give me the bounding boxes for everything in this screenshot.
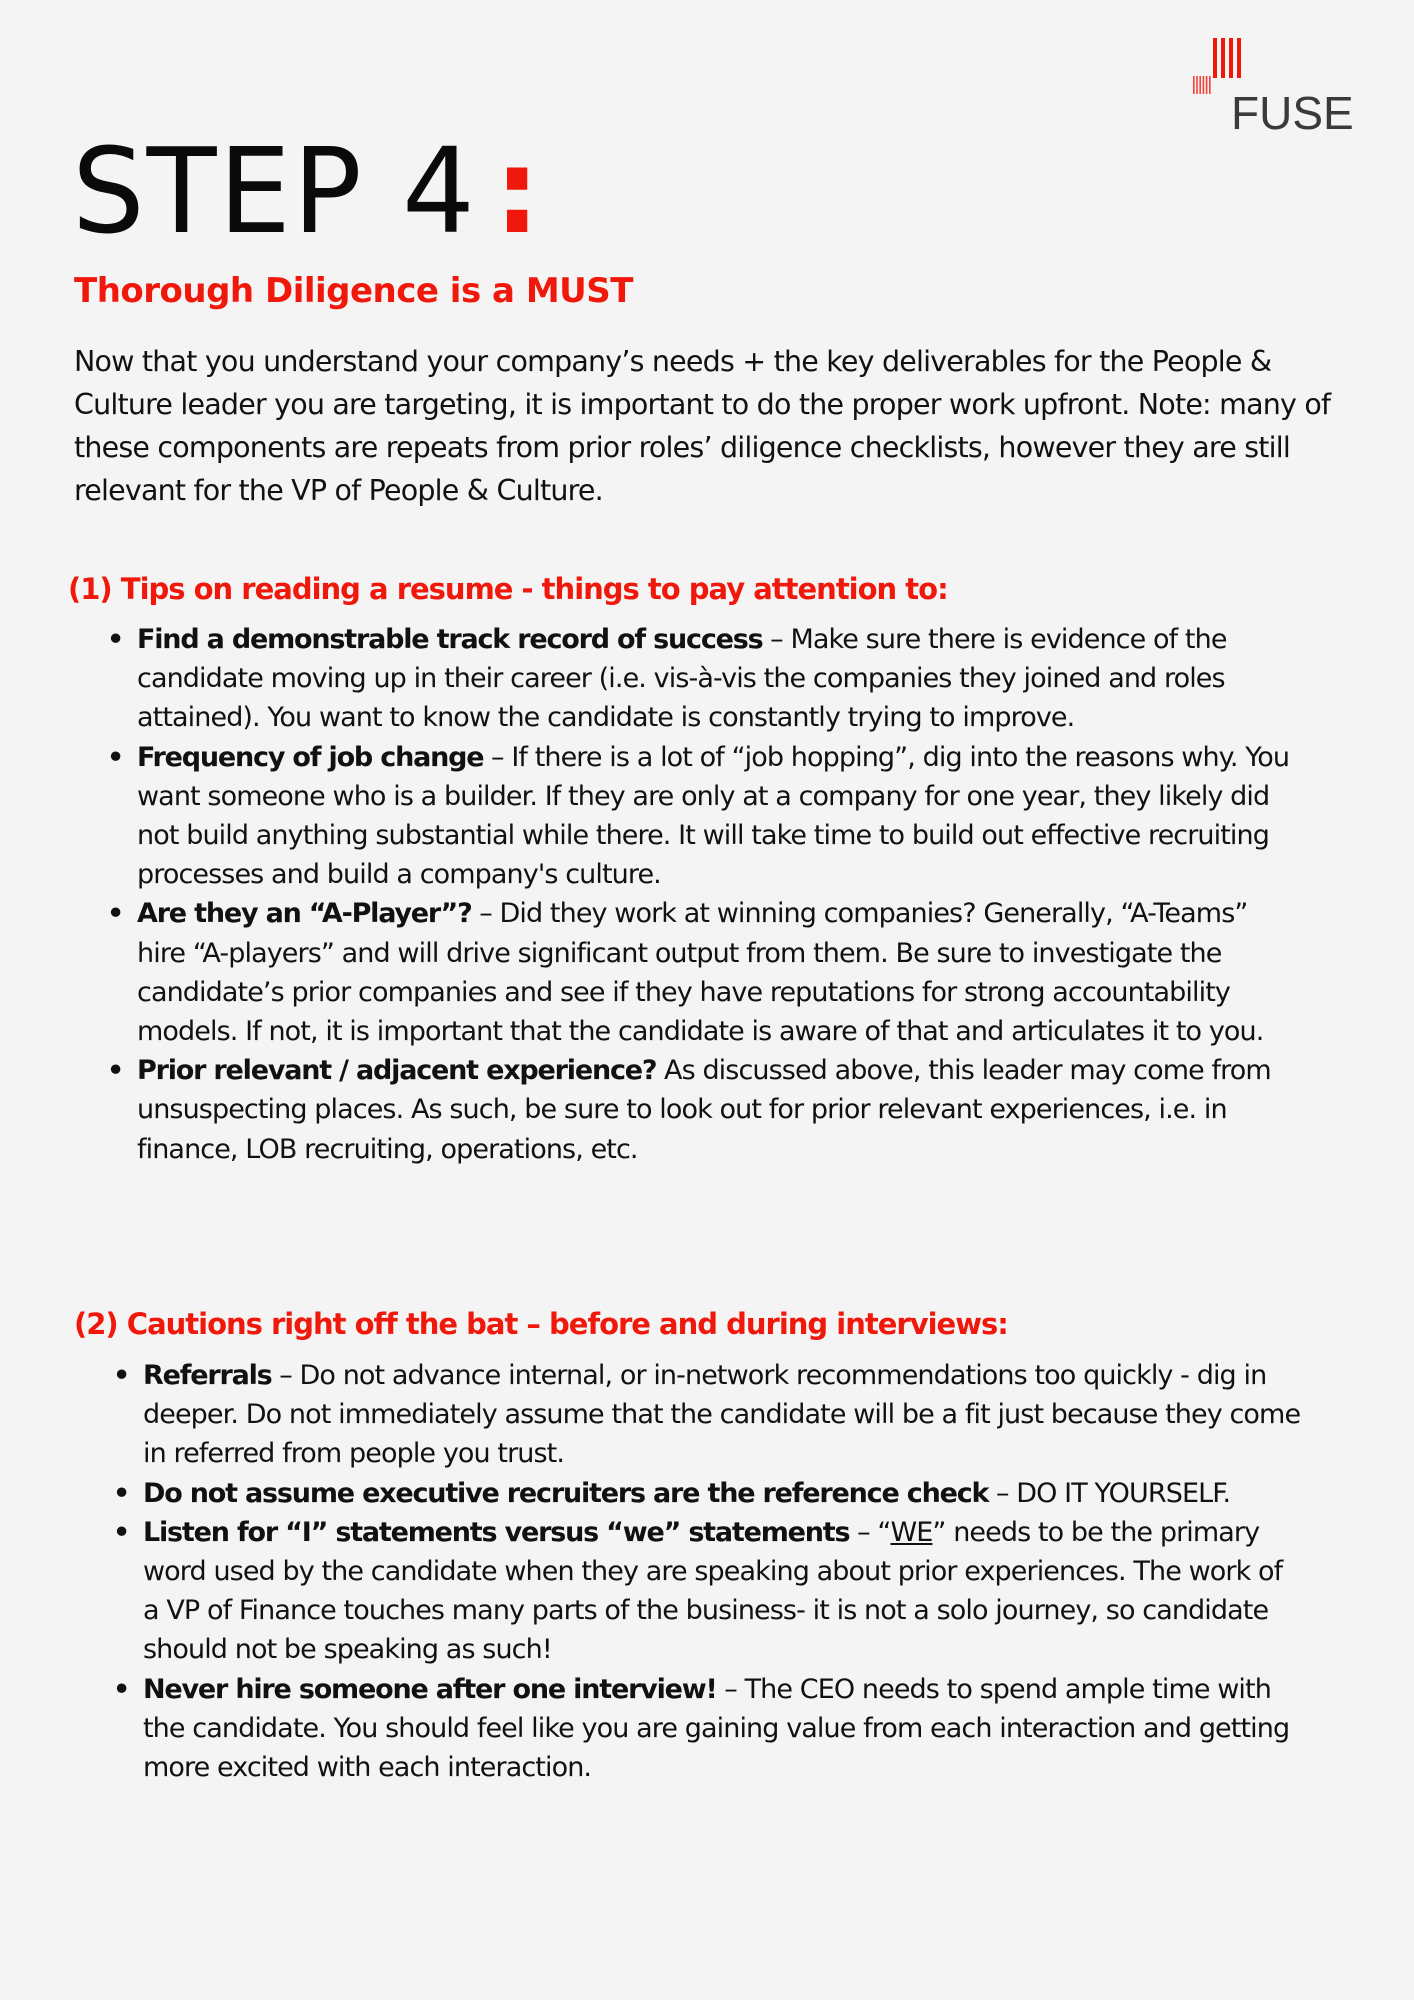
- intro-paragraph: Now that you understand your company’s needs + the key deliverables for the People & Culture leader you are targeting, it is important to do the proper work upfront. Note: many of these components are repeats from prior roles’ diligence checklists, however they are still relevant for the VP of People & Culture.: [74, 345, 1331, 507]
- underlined-word: WE: [890, 1516, 933, 1548]
- resume-tips-list: [107, 620, 1297, 1169]
- item-text: As discussed above, this leader may come from unsuspecting places. As such, be sure to look out for prior relevant experiences, i.e. in finance, LOB recruiting, operations, etc.: [137, 1055, 1271, 1165]
- item-title: Referrals: [143, 1360, 272, 1391]
- item-text: – Make sure there is evidence of the candidate moving up in their career (i.e. vis-à-vis the companies they joined and roles attained). You want to know the candidate is constantly trying to improve.: [137, 624, 1227, 734]
- bullet-icon: •: [107, 624, 124, 655]
- item-text: ” needs to be the primary word used by the candidate when they are speaking about prior experiences. The work of a VP of Finance touches many parts of the business- it is not a solo journey, so candidate should not be speaking as such!: [143, 1516, 1283, 1666]
- list-item: [113, 1670, 1303, 1788]
- list-item: [107, 738, 1297, 895]
- item-text-pre: – “: [849, 1516, 891, 1548]
- title-text: STEP 4: [72, 122, 477, 260]
- item-title: Frequency of job change: [137, 741, 484, 773]
- item-text: – The CEO needs to spend ample time with the candidate. You should feel like you are gaining value from each interaction and getting more excited with each interaction.: [143, 1673, 1290, 1784]
- bullet-icon: •: [113, 1516, 130, 1548]
- logo-text: FUSE: [1231, 87, 1354, 139]
- item-text: – Did they work at winning companies? Generally, “A-Teams” hire “A-players” and will drive significant output from them. Be sure to investigate the candidate’s prior companies and see if they have reputations for strong accountability models. If not, it is important that the candidate is aware of that and articulates it to you.: [137, 898, 1264, 1048]
- item-title: Prior relevant / adjacent experience?: [137, 1055, 657, 1087]
- cautions-list: [113, 1356, 1303, 1787]
- bullet-icon: •: [113, 1477, 130, 1509]
- item-title: Never hire someone after one interview!: [143, 1673, 717, 1705]
- item-text: – Do not advance internal, or in-network recommendations too quickly - dig in deeper. Do not immediately assume that the candidate will be a fit just because they come in referred from people you trust.: [143, 1360, 1301, 1470]
- bullet-icon: •: [107, 741, 124, 773]
- page-subtitle: Thorough Diligence is a MUST: [74, 271, 633, 311]
- section-heading-resume-tips: (1) Tips on reading a resume - things to pay attention to:: [68, 572, 948, 606]
- list-item: [107, 1051, 1297, 1169]
- bullet-icon: •: [113, 1360, 130, 1391]
- fuse-logo: [1193, 38, 1354, 139]
- page-title: [72, 122, 542, 260]
- bullet-icon: •: [107, 898, 124, 930]
- item-text: – If there is a lot of “job hopping”, dig into the reasons why. You want someone who is a builder. If they are only at a company for one year, they likely did not build anything substantial while there. It will take time to build out effective recruiting processes and build a company's culture.: [137, 741, 1290, 891]
- item-text: – DO IT YOURSELF.: [988, 1477, 1231, 1509]
- list-item: [113, 1474, 1303, 1513]
- item-title: Do not assume executive recruiters are the reference check: [143, 1477, 989, 1509]
- list-item: [107, 894, 1297, 1051]
- bullet-icon: •: [113, 1673, 130, 1705]
- list-item: [113, 1356, 1303, 1474]
- bullet-icon: •: [107, 1055, 124, 1087]
- section-heading-cautions: (2) Cautions right off the bat – before and during interviews:: [74, 1307, 1008, 1341]
- list-item: [113, 1513, 1303, 1670]
- list-item: [107, 620, 1297, 738]
- item-title: Find a demonstrable track record of success: [137, 624, 763, 655]
- title-colon: :: [494, 122, 542, 260]
- item-title: Are they an “A-Player”?: [137, 898, 472, 930]
- item-title: Listen for “I” statements versus “we” statements: [143, 1516, 850, 1548]
